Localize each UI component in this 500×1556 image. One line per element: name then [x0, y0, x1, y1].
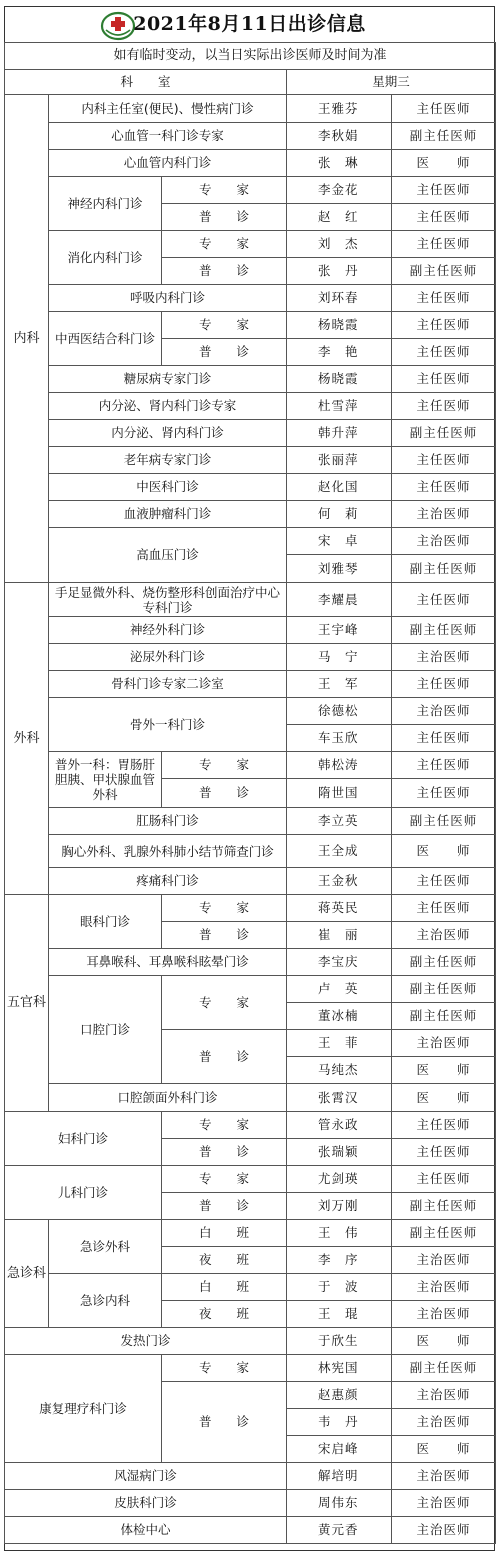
table-row	[5, 1490, 496, 1517]
title-cell: 主任医师	[392, 895, 496, 922]
title-cell: 主任医师	[392, 474, 496, 501]
dept-cell: 手足显微外科、烧伤整形科创面治疗中心专科门诊	[49, 583, 287, 617]
category-facial: 五官科	[5, 895, 49, 1112]
doctor-cell: 李 序	[287, 1247, 392, 1274]
title-cell: 主治医师	[392, 1490, 496, 1517]
doctor-cell: 李金花	[287, 177, 392, 204]
dept-cell: 内科主任室(便民)、慢性病门诊	[49, 95, 287, 123]
dept-cell: 高血压门诊	[49, 528, 287, 583]
table-row	[5, 150, 496, 177]
title-cell: 医 师	[392, 1057, 496, 1084]
doctor-cell: 管永政	[287, 1112, 392, 1139]
title-cell: 主任医师	[392, 1112, 496, 1139]
doctor-cell: 刘万刚	[287, 1193, 392, 1220]
dept-cell: 儿科门诊	[5, 1166, 162, 1220]
title-cell: 主治医师	[392, 528, 496, 555]
doctor-cell: 马纯杰	[287, 1057, 392, 1084]
subtype-cell: 专 家	[162, 895, 287, 922]
title-cell: 副主任医师	[392, 1193, 496, 1220]
table-row	[5, 501, 496, 528]
subtype-cell: 普 诊	[162, 1030, 287, 1084]
table-row	[5, 312, 496, 339]
dept-cell: 眼科门诊	[49, 895, 162, 949]
title-cell: 副主任医师	[392, 123, 496, 150]
day-column-header: 星期三	[287, 70, 496, 95]
doctor-cell: 王雅芬	[287, 95, 392, 123]
title-cell: 主治医师	[392, 698, 496, 725]
subtype-cell: 专 家	[162, 177, 287, 204]
title-cell: 主治医师	[392, 1517, 496, 1544]
title-cell: 主治医师	[392, 1409, 496, 1436]
dept-cell: 肛肠科门诊	[49, 808, 287, 835]
doctor-cell: 李耀晨	[287, 583, 392, 617]
title-cell: 主任医师	[392, 1166, 496, 1193]
doctor-cell: 董冰楠	[287, 1003, 392, 1030]
title-cell: 主治医师	[392, 501, 496, 528]
title-cell: 副主任医师	[392, 1003, 496, 1030]
dept-cell: 内分泌、肾内科门诊专家	[49, 393, 287, 420]
table-row	[5, 1084, 496, 1112]
doctor-cell: 于欣生	[287, 1328, 392, 1355]
table-row	[5, 617, 496, 644]
table-row	[5, 366, 496, 393]
doctor-cell: 宋启峰	[287, 1436, 392, 1463]
dept-cell: 神经外科门诊	[49, 617, 287, 644]
title-cell: 主任医师	[392, 312, 496, 339]
title-cell: 主任医师	[392, 95, 496, 123]
dept-cell: 老年病专家门诊	[49, 447, 287, 474]
table-row	[5, 895, 496, 922]
doctor-cell: 蒋英民	[287, 895, 392, 922]
table-row	[5, 1220, 496, 1247]
title-cell: 主治医师	[392, 1247, 496, 1274]
dept-cell: 体检中心	[5, 1517, 287, 1544]
subtype-cell: 专 家	[162, 976, 287, 1030]
subtype-cell: 夜 班	[162, 1301, 287, 1328]
subtype-cell: 专 家	[162, 231, 287, 258]
table-row	[5, 1166, 496, 1193]
doctor-cell: 王金秋	[287, 868, 392, 895]
doctor-cell: 王 琨	[287, 1301, 392, 1328]
doctor-cell: 王全成	[287, 835, 392, 868]
doctor-cell: 赵 红	[287, 204, 392, 231]
doctor-cell: 崔 丽	[287, 922, 392, 949]
table-row	[5, 420, 496, 447]
table-row	[5, 123, 496, 150]
dept-cell: 妇科门诊	[5, 1112, 162, 1166]
dept-cell: 心血管内科门诊	[49, 150, 287, 177]
doctor-cell: 宋 卓	[287, 528, 392, 555]
table-row	[5, 285, 496, 312]
table-row	[5, 1112, 496, 1139]
title-cell: 主治医师	[392, 1382, 496, 1409]
subtype-cell: 专 家	[162, 752, 287, 779]
doctor-cell: 赵化国	[287, 474, 392, 501]
dept-cell: 心血管一科门诊专家	[49, 123, 287, 150]
dept-cell: 神经内科门诊	[49, 177, 162, 231]
doctor-cell: 张 丹	[287, 258, 392, 285]
title-cell: 主任医师	[392, 868, 496, 895]
title-cell: 主治医师	[392, 644, 496, 671]
doctor-cell: 韩松涛	[287, 752, 392, 779]
doctor-cell: 李宝庆	[287, 949, 392, 976]
table-row	[5, 447, 496, 474]
doctor-cell: 黄元香	[287, 1517, 392, 1544]
doctor-cell: 车玉欣	[287, 725, 392, 752]
title-cell: 主治医师	[392, 1274, 496, 1301]
subtype-cell: 普 诊	[162, 1382, 287, 1463]
dept-cell: 血液肿瘤科门诊	[49, 501, 287, 528]
title-cell: 医 师	[392, 1328, 496, 1355]
dept-cell: 风湿病门诊	[5, 1463, 287, 1490]
doctor-cell: 王 军	[287, 671, 392, 698]
title-cell: 主治医师	[392, 922, 496, 949]
doctor-cell: 卢 英	[287, 976, 392, 1003]
title-cell: 主任医师	[392, 752, 496, 779]
subtype-cell: 夜 班	[162, 1247, 287, 1274]
dept-cell: 胸心外科、乳腺外科肺小结节筛查门诊	[49, 835, 287, 868]
title-cell: 主任医师	[392, 447, 496, 474]
doctor-cell: 隋世国	[287, 779, 392, 808]
dept-cell: 内分泌、肾内科门诊	[49, 420, 287, 447]
title-cell: 主任医师	[392, 177, 496, 204]
doctor-cell: 杜雪萍	[287, 393, 392, 420]
doctor-cell: 王 伟	[287, 1220, 392, 1247]
dept-cell: 口腔颌面外科门诊	[49, 1084, 287, 1112]
title-cell: 主任医师	[392, 366, 496, 393]
doctor-cell: 何 莉	[287, 501, 392, 528]
header	[4, 6, 495, 42]
title-cell: 副主任医师	[392, 1355, 496, 1382]
doctor-cell: 李 艳	[287, 339, 392, 366]
table-row	[5, 393, 496, 420]
title-cell: 主任医师	[392, 671, 496, 698]
table-row	[5, 528, 496, 555]
subtype-cell: 普 诊	[162, 339, 287, 366]
notice-row	[5, 43, 496, 70]
title-cell: 医 师	[392, 150, 496, 177]
subtype-cell: 普 诊	[162, 204, 287, 231]
subtype-cell: 专 家	[162, 1166, 287, 1193]
title-cell: 主任医师	[392, 231, 496, 258]
table-row	[5, 474, 496, 501]
title-cell: 主任医师	[392, 204, 496, 231]
table-row	[5, 752, 496, 779]
doctor-cell: 周伟东	[287, 1490, 392, 1517]
table-row	[5, 868, 496, 895]
dept-cell: 泌尿外科门诊	[49, 644, 287, 671]
dept-cell: 口腔门诊	[49, 976, 162, 1084]
doctor-cell: 赵惠颜	[287, 1382, 392, 1409]
category-surgery: 外科	[5, 583, 49, 895]
table-row	[5, 644, 496, 671]
table-row	[5, 1274, 496, 1301]
dept-cell: 皮肤科门诊	[5, 1490, 287, 1517]
subtype-cell: 普 诊	[162, 779, 287, 808]
table-row	[5, 231, 496, 258]
title-cell: 副主任医师	[392, 949, 496, 976]
table-row	[5, 808, 496, 835]
doctor-cell: 杨晓霞	[287, 366, 392, 393]
doctor-cell: 韩升萍	[287, 420, 392, 447]
doctor-cell: 张丽萍	[287, 447, 392, 474]
schedule-table	[4, 42, 496, 1544]
table-row	[5, 1355, 496, 1382]
title-cell: 主任医师	[392, 339, 496, 366]
doctor-cell: 李秋娟	[287, 123, 392, 150]
doctor-cell: 王 菲	[287, 1030, 392, 1057]
category-emergency: 急诊科	[5, 1220, 49, 1328]
table-row	[5, 583, 496, 617]
dept-cell: 疼痛科门诊	[49, 868, 287, 895]
dept-column-header: 科 室	[5, 70, 287, 95]
title-cell: 副主任医师	[392, 808, 496, 835]
title-cell: 主任医师	[392, 393, 496, 420]
dept-cell: 骨科门诊专家二诊室	[49, 671, 287, 698]
table-row	[5, 698, 496, 725]
subtype-cell: 普 诊	[162, 1193, 287, 1220]
dept-cell: 发热门诊	[5, 1328, 287, 1355]
doctor-cell: 张瑞颖	[287, 1139, 392, 1166]
table-row	[5, 976, 496, 1003]
dept-cell: 急诊外科	[49, 1220, 162, 1274]
doctor-cell: 李立英	[287, 808, 392, 835]
title-cell: 副主任医师	[392, 258, 496, 285]
title-cell: 副主任医师	[392, 976, 496, 1003]
table-row	[5, 1517, 496, 1544]
doctor-cell: 杨晓霞	[287, 312, 392, 339]
title-cell: 主治医师	[392, 1301, 496, 1328]
subtype-cell: 专 家	[162, 1355, 287, 1382]
subtype-cell: 白 班	[162, 1274, 287, 1301]
title-cell: 主治医师	[392, 1030, 496, 1057]
dept-cell: 耳鼻喉科、耳鼻喉科眩晕门诊	[49, 949, 287, 976]
title-cell: 主任医师	[392, 779, 496, 808]
subtype-cell: 专 家	[162, 1112, 287, 1139]
doctor-cell: 解培明	[287, 1463, 392, 1490]
title-cell: 副主任医师	[392, 555, 496, 583]
title-cell: 副主任医师	[392, 617, 496, 644]
dept-cell: 呼吸内科门诊	[49, 285, 287, 312]
dept-cell: 普外一科：胃肠肝胆胰、甲状腺血管外科	[49, 752, 162, 808]
subtype-cell: 普 诊	[162, 258, 287, 285]
title-cell: 医 师	[392, 1084, 496, 1112]
doctor-cell: 刘环春	[287, 285, 392, 312]
dept-cell: 骨外一科门诊	[49, 698, 287, 752]
doctor-cell: 张霄汉	[287, 1084, 392, 1112]
dept-cell: 急诊内科	[49, 1274, 162, 1328]
doctor-cell: 林宪国	[287, 1355, 392, 1382]
doctor-cell: 徐德松	[287, 698, 392, 725]
table-row	[5, 95, 496, 123]
dept-cell: 糖尿病专家门诊	[49, 366, 287, 393]
table-row	[5, 177, 496, 204]
doctor-cell: 于 波	[287, 1274, 392, 1301]
subtype-cell: 普 诊	[162, 922, 287, 949]
doctor-cell: 尤剑瑛	[287, 1166, 392, 1193]
doctor-cell: 张 琳	[287, 150, 392, 177]
table-row	[5, 1328, 496, 1355]
table-row	[5, 671, 496, 698]
subtype-cell: 普 诊	[162, 1139, 287, 1166]
page-title: 2021年8月11日出诊信息	[133, 13, 366, 35]
title-cell: 主任医师	[392, 1139, 496, 1166]
subtype-cell: 专 家	[162, 312, 287, 339]
column-header-row	[5, 70, 496, 95]
category-internal: 内科	[5, 95, 49, 583]
title-cell: 主任医师	[392, 725, 496, 752]
title-cell: 医 师	[392, 835, 496, 868]
dept-cell: 中医科门诊	[49, 474, 287, 501]
doctor-cell: 刘 杰	[287, 231, 392, 258]
title-cell: 主治医师	[392, 1463, 496, 1490]
dept-cell: 中西医结合科门诊	[49, 312, 162, 366]
doctor-cell: 马 宁	[287, 644, 392, 671]
doctor-cell: 韦 丹	[287, 1409, 392, 1436]
dept-cell: 消化内科门诊	[49, 231, 162, 285]
doctor-cell: 刘雅琴	[287, 555, 392, 583]
doctor-cell: 王宇峰	[287, 617, 392, 644]
table-row	[5, 1463, 496, 1490]
title-cell: 副主任医师	[392, 1220, 496, 1247]
title-cell: 主任医师	[392, 583, 496, 617]
title-cell: 副主任医师	[392, 420, 496, 447]
table-row	[5, 835, 496, 868]
dept-cell: 康复理疗科门诊	[5, 1355, 162, 1463]
title-cell: 医 师	[392, 1436, 496, 1463]
notice-text: 如有临时变动，以当日实际出诊医师及时间为准	[5, 43, 496, 70]
table-row	[5, 949, 496, 976]
title-cell: 主任医师	[392, 285, 496, 312]
subtype-cell: 白 班	[162, 1220, 287, 1247]
